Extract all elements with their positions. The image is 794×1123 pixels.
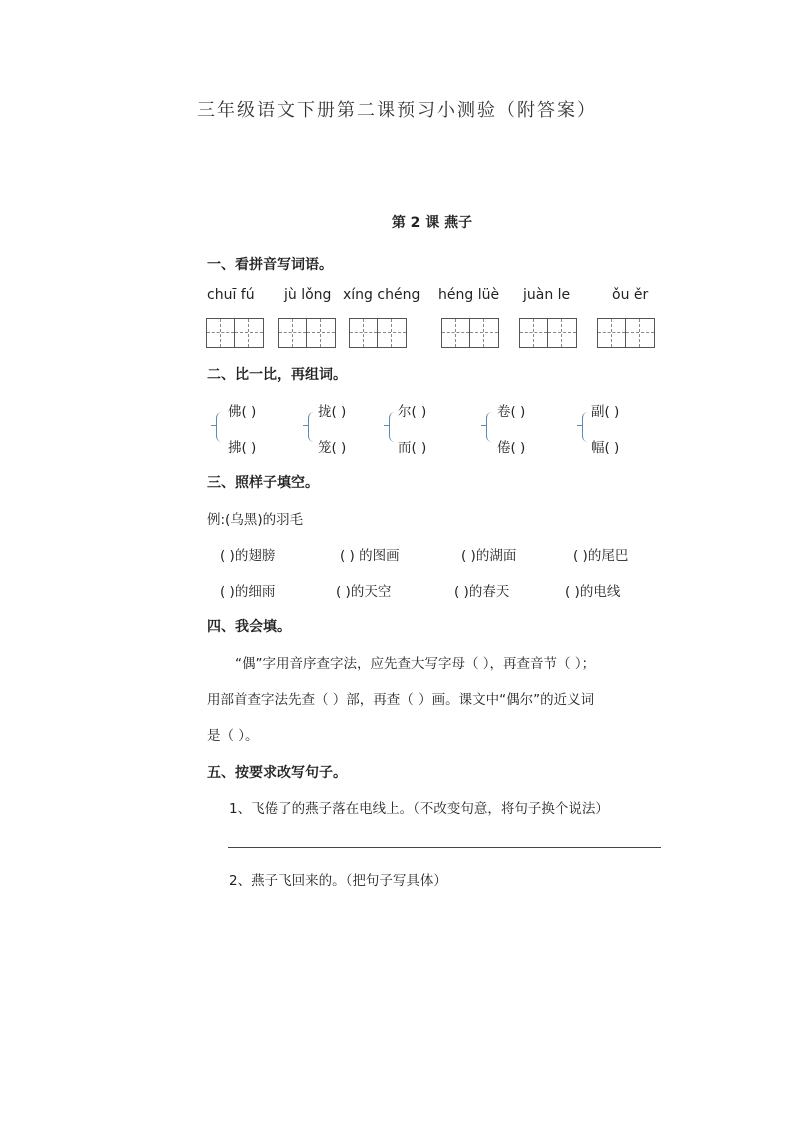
answer-line[interactable]	[228, 847, 661, 848]
brace-icon	[582, 412, 591, 442]
compare-word: 拢( )	[318, 404, 347, 420]
writing-grid[interactable]	[206, 318, 264, 348]
writing-grid[interactable]	[278, 318, 336, 348]
paragraph-line: “偶”字用音序查字法，应先查大写字母（ ），再查音节（ ）；	[235, 656, 596, 672]
writing-grid[interactable]	[597, 318, 655, 348]
question-text: 2、燕子飞回来的。（把句子写具体）	[229, 873, 447, 889]
pinyin-label: ǒu ěr	[612, 287, 649, 303]
writing-grid[interactable]	[349, 318, 407, 348]
compare-word: 佛( )	[228, 404, 257, 420]
page-title: 三年级语文下册第二课预习小测验（附答案）	[197, 100, 597, 121]
pinyin-label: xíng chéng	[343, 287, 421, 303]
fill-blank: ( )的电线	[565, 584, 621, 600]
lesson-title: 第 2 课 燕子	[391, 215, 473, 231]
compare-word: 尔( )	[398, 404, 427, 420]
pinyin-label: juàn le	[523, 287, 571, 303]
compare-word: 卷( )	[497, 404, 526, 420]
writing-grid[interactable]	[441, 318, 499, 348]
fill-blank: ( )的翅膀	[220, 548, 276, 564]
pinyin-label: héng lüè	[438, 287, 500, 303]
section1-heading: 一、看拼音写词语。	[207, 257, 333, 273]
brace-icon	[389, 412, 398, 442]
question-text: 1、飞倦了的燕子落在电线上。（不改变句意，将句子换个说法）	[229, 801, 609, 817]
fill-blank: ( )的尾巴	[573, 548, 629, 564]
section3-heading: 三、照样子填空。	[207, 475, 319, 491]
compare-word: 倦( )	[497, 440, 526, 456]
section2-heading: 二、比一比，再组词。	[207, 367, 347, 383]
brace-icon	[216, 412, 225, 442]
example-text: 例:(乌黑)的羽毛	[207, 512, 304, 528]
compare-word: 笼( )	[318, 440, 347, 456]
fill-blank: ( )的春天	[454, 584, 510, 600]
fill-blank: ( )的湖面	[461, 548, 517, 564]
compare-word: 幅( )	[591, 440, 620, 456]
fill-blank: ( )的细雨	[220, 584, 276, 600]
compare-word: 副( )	[591, 404, 620, 420]
writing-grid[interactable]	[519, 318, 577, 348]
fill-blank: ( )的天空	[336, 584, 392, 600]
brace-icon	[486, 412, 495, 442]
section4-heading: 四、我会填。	[207, 619, 291, 635]
compare-word: 而( )	[398, 440, 427, 456]
pinyin-label: jù lǒng	[284, 287, 332, 303]
section5-heading: 五、按要求改写句子。	[207, 765, 347, 781]
brace-icon	[308, 412, 317, 442]
paragraph-line: 用部首查字法先查（ ）部，再查（ ）画。课文中“偶尔”的近义词	[207, 692, 595, 708]
fill-blank: ( ) 的图画	[340, 548, 400, 564]
compare-word: 拂( )	[228, 440, 257, 456]
pinyin-label: chuī fú	[207, 287, 255, 303]
paragraph-line: 是（ ）。	[207, 728, 259, 744]
